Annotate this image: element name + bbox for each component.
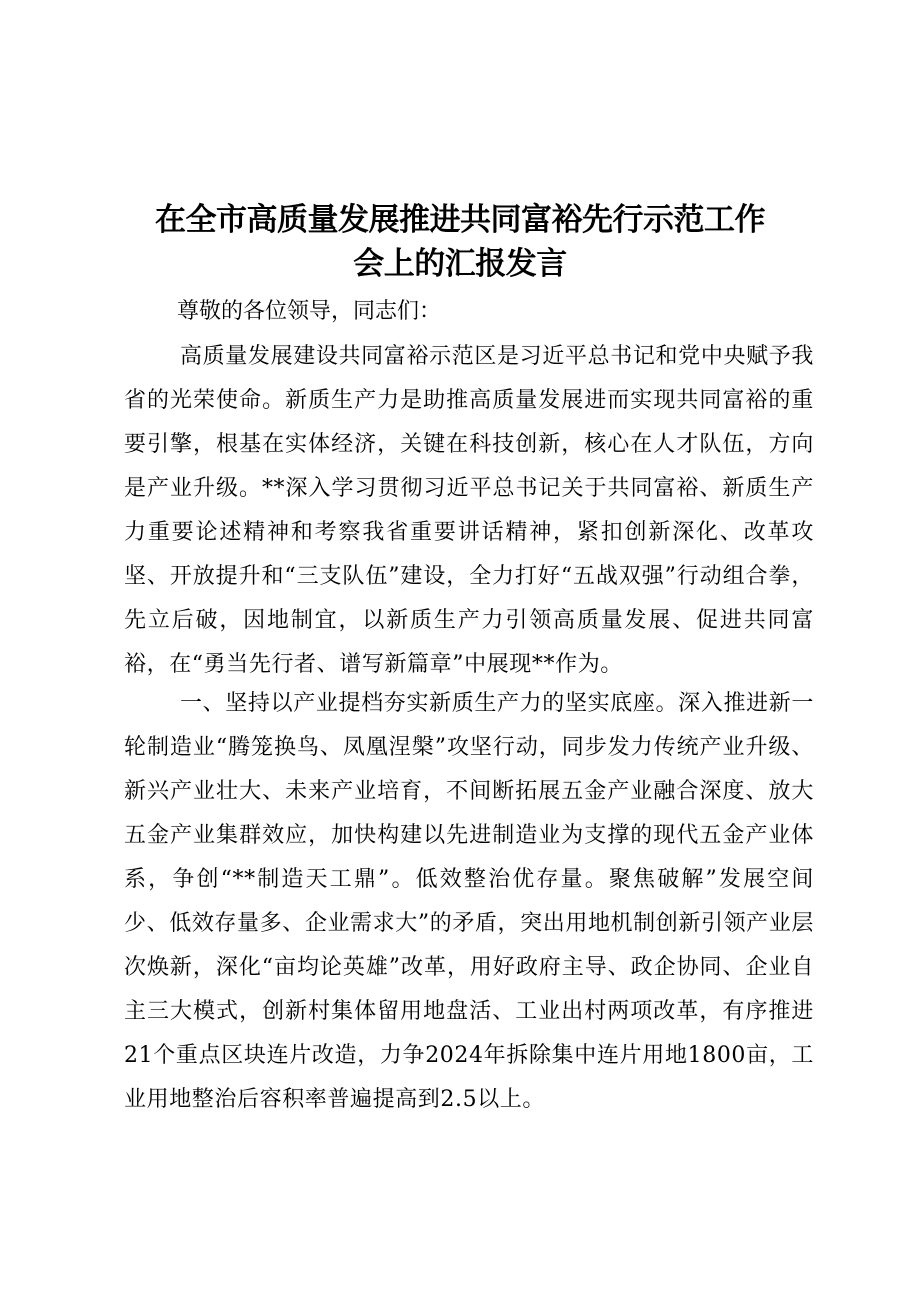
document-title-line-2: 会上的汇报发言 xyxy=(353,246,567,282)
greeting: 尊敬的各位领导，同志们： xyxy=(177,299,442,324)
document-title-line-1: 在全市高质量发展推进共同富裕先行示范工作 xyxy=(155,202,765,238)
paragraph-intro: 高质量发展建设共同富裕示范区是习近平总书记和党中央赋予我省的光荣使命。新质生产力是助推高质量发展进而实现共同富裕的重要引擎，根基在实体经济，关键在科技创新，核心在人才队伍，方向是产业升级。**深入学习贯彻习近平总书记关于共同富裕、新质生产力重要论述精神和考察我省重要讲话精神，紧扣创新深化、改革攻坚、开放提升和“三支队伍”建设，全力打好“五战双强”行动组合拳，先立后破，因地制宜，以新质生产力引领高质量发展、促进共同富裕，在“勇当先行者、谱写新篇章”中展现**作为。 xyxy=(124,344,814,677)
paragraph-section-one: 一、坚持以产业提档夯实新质生产力的坚实底座。深入推进新一轮制造业“腾笼换鸟、凤凰涅槃”攻坚行动，同步发力传统产业升级、新兴产业壮大、未来产业培育，不间断拓展五金产业融合深度、放大五金产业集群效应，加快构建以先进制造业为支撑的现代五金产业体系，争创“**制造天工鼎”。低效整治优存量。聚焦破解”发展空间少、低效存量多、企业需求大”的矛盾，突出用地机制创新引领产业层次焕新，深化“亩均论英雄”改革，用好政府主导、政企协同、企业自主三大模式，创新村集体留用地盘活、工业出村两项改革，有序推进21个重点区块连片改造，力争2024年拆除集中连片用地1800亩，工业用地整治后容积率普遍提高到2.5以上。 xyxy=(124,691,814,1112)
